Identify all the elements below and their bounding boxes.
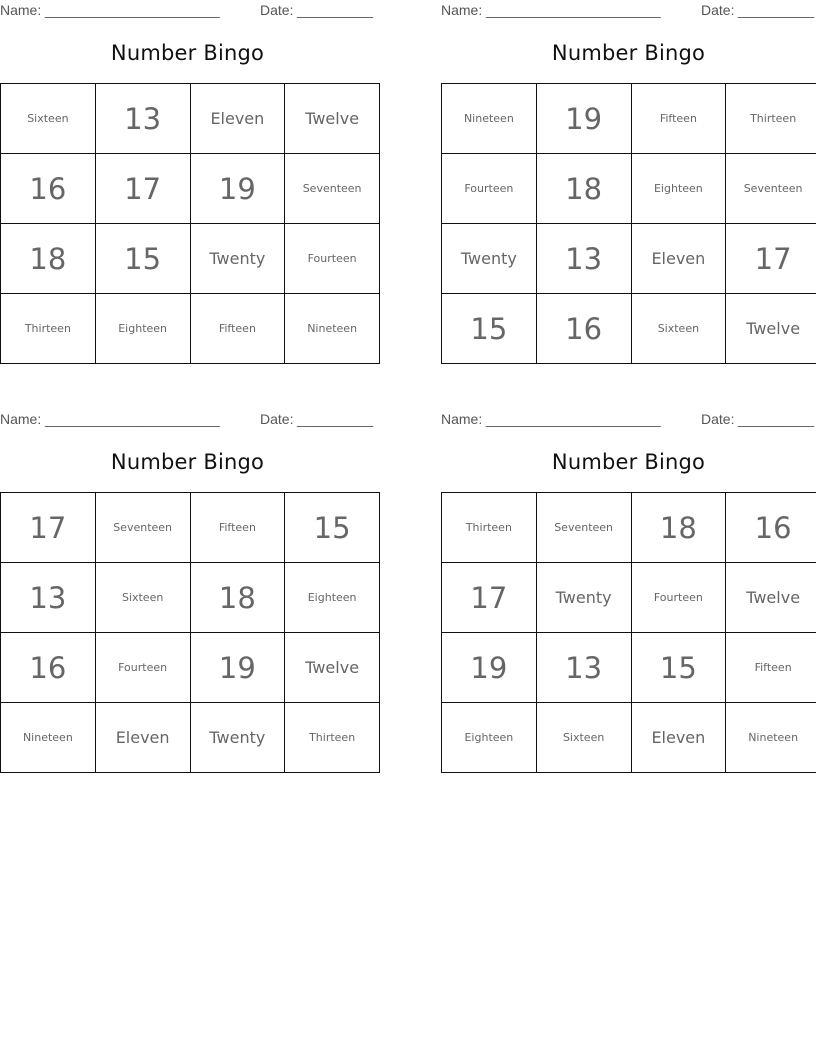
bingo-cell: Nineteen [1,703,96,773]
bingo-cell: Seventeen [285,154,380,224]
bingo-cell: Twenty [442,224,537,294]
date-blank: __________ [738,411,814,427]
bingo-cell: 13 [1,563,96,633]
name-date-header [441,409,816,429]
bingo-cell: 19 [442,633,537,703]
bingo-cell: 17 [1,493,96,563]
bingo-cell: 18 [536,154,631,224]
bingo-cell: Eighteen [631,154,726,224]
name-blank: _______________________ [45,411,220,427]
bingo-cell: 17 [726,224,816,294]
bingo-cell: Seventeen [726,154,816,224]
bingo-cell: Twelve [726,563,816,633]
bingo-cell: Sixteen [1,84,96,154]
date-label: Date: [260,2,294,18]
bingo-grid [0,492,380,773]
name-label: Name: [0,411,42,427]
name-label: Name: [441,411,483,427]
bingo-cell: Fifteen [726,633,816,703]
grid-row [442,563,816,633]
bingo-cell: 16 [726,493,816,563]
bingo-cell: Twenty [190,703,285,773]
name-blank: _______________________ [486,2,661,18]
bingo-cell: Eleven [631,703,726,773]
bingo-cell: 16 [1,633,96,703]
name-label: Name: [441,2,483,18]
grid-row [1,703,380,773]
bingo-cell: Nineteen [726,703,816,773]
grid-row [1,563,380,633]
bingo-cell: Sixteen [631,294,726,364]
bingo-cell: 13 [95,84,190,154]
name-label: Name: [0,2,42,18]
bingo-cell: Sixteen [536,703,631,773]
bingo-cell: Eighteen [285,563,380,633]
bingo-cell: 17 [95,154,190,224]
bingo-cell: Eleven [190,84,285,154]
bingo-cell: 19 [536,84,631,154]
bingo-cell: Fourteen [95,633,190,703]
card-title: Number Bingo [551,41,706,65]
grid-row [442,84,816,154]
name-date-header [0,409,375,429]
bingo-cell: Sixteen [95,563,190,633]
bingo-cell: Fifteen [631,84,726,154]
bingo-cell: Thirteen [1,294,96,364]
grid-row [1,224,380,294]
bingo-cell: 13 [536,633,631,703]
bingo-cell: 16 [1,154,96,224]
bingo-cell: Seventeen [95,493,190,563]
bingo-cell: Fifteen [190,294,285,364]
date-label: Date: [701,411,735,427]
grid-row [1,294,380,364]
bingo-grid [0,83,380,364]
bingo-cell: 18 [631,493,726,563]
bingo-cell: Thirteen [726,84,816,154]
bingo-cell: Twelve [285,633,380,703]
bingo-cell: Thirteen [285,703,380,773]
bingo-cell: 19 [190,154,285,224]
grid-row [1,84,380,154]
card-title: Number Bingo [110,450,265,474]
bingo-cell: 16 [536,294,631,364]
bingo-cell: Twenty [536,563,631,633]
bingo-cell: 19 [190,633,285,703]
card-title: Number Bingo [551,450,706,474]
grid-row [442,224,816,294]
bingo-cell: 15 [95,224,190,294]
bingo-cell: Twelve [285,84,380,154]
bingo-cell: Thirteen [442,493,537,563]
grid-row [442,154,816,224]
date-blank: __________ [738,2,814,18]
name-blank: _______________________ [486,411,661,427]
bingo-cell: 18 [1,224,96,294]
date-label: Date: [701,2,735,18]
bingo-cell: Eleven [631,224,726,294]
bingo-cell: Eleven [95,703,190,773]
bingo-cell: Twelve [726,294,816,364]
bingo-cell: Nineteen [442,84,537,154]
grid-row [442,294,816,364]
bingo-cell: Fifteen [190,493,285,563]
bingo-cell: Seventeen [536,493,631,563]
bingo-cell: 13 [536,224,631,294]
bingo-cell: 15 [285,493,380,563]
grid-row [1,493,380,563]
date-blank: __________ [297,2,373,18]
bingo-cell: 17 [442,563,537,633]
bingo-cell: Eighteen [95,294,190,364]
bingo-cell: Fourteen [631,563,726,633]
bingo-cell: Eighteen [442,703,537,773]
card-title: Number Bingo [110,41,265,65]
date-label: Date: [260,411,294,427]
grid-row [1,154,380,224]
bingo-grid [441,83,816,364]
name-date-header [441,0,816,20]
bingo-cell: 18 [190,563,285,633]
bingo-cell: 15 [442,294,537,364]
bingo-grid [441,492,816,773]
bingo-cell: Fourteen [285,224,380,294]
bingo-cell: Twenty [190,224,285,294]
name-date-header [0,0,375,20]
date-blank: __________ [297,411,373,427]
grid-row [1,633,380,703]
bingo-cell: Nineteen [285,294,380,364]
bingo-cell: Fourteen [442,154,537,224]
grid-row [442,633,816,703]
name-blank: _______________________ [45,2,220,18]
grid-row [442,493,816,563]
grid-row [442,703,816,773]
bingo-cell: 15 [631,633,726,703]
